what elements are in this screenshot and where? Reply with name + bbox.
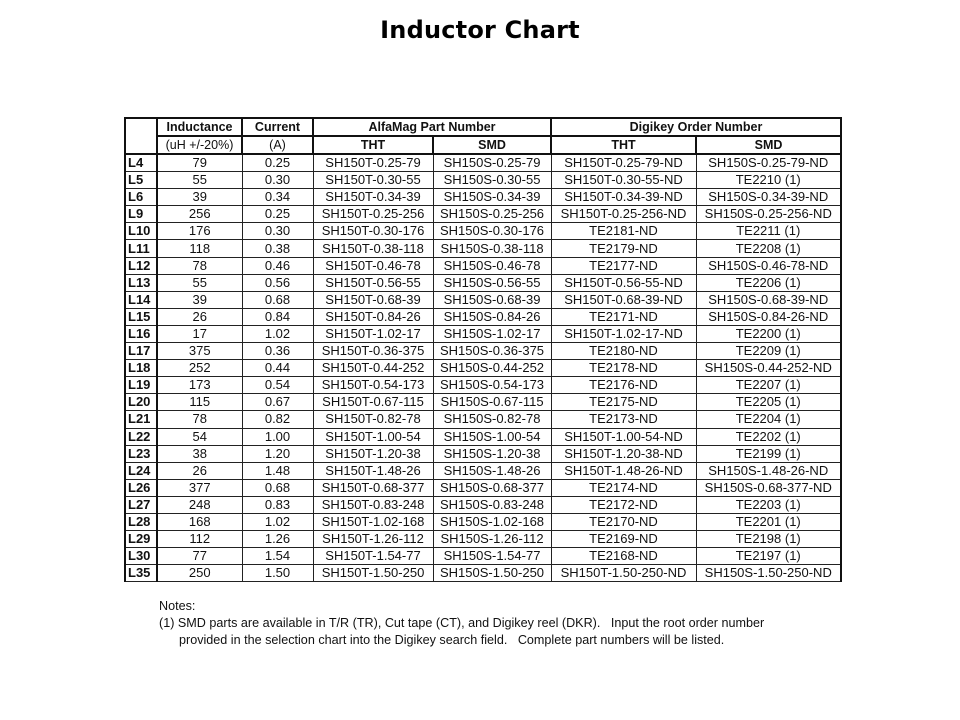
cell-current: 0.68	[242, 291, 313, 308]
cell-digikey-smd: SH150S-0.68-39-ND	[696, 291, 841, 308]
table-row	[125, 479, 841, 496]
cell-inductance: 173	[157, 377, 242, 394]
cell-digikey-tht: SH150T-1.00-54-ND	[551, 428, 696, 445]
cell-alfamag-tht: SH150T-0.36-375	[313, 343, 433, 360]
cell-current: 1.00	[242, 428, 313, 445]
cell-current: 0.56	[242, 274, 313, 291]
cell-inductance: 250	[157, 565, 242, 582]
cell-inductance: 375	[157, 343, 242, 360]
cell-id: L14	[125, 291, 157, 308]
cell-alfamag-tht: SH150T-0.30-176	[313, 223, 433, 240]
cell-inductance: 118	[157, 240, 242, 257]
cell-id: L13	[125, 274, 157, 291]
cell-digikey-tht: TE2178-ND	[551, 360, 696, 377]
cell-current: 0.30	[242, 223, 313, 240]
cell-alfamag-smd: SH150S-0.84-26	[433, 308, 551, 325]
cell-digikey-smd: TE2205 (1)	[696, 394, 841, 411]
cell-inductance: 54	[157, 428, 242, 445]
cell-digikey-tht: TE2176-ND	[551, 377, 696, 394]
table-row	[125, 360, 841, 377]
cell-current: 0.68	[242, 479, 313, 496]
cell-digikey-smd: TE2200 (1)	[696, 325, 841, 342]
cell-alfamag-smd: SH150S-1.00-54	[433, 428, 551, 445]
cell-digikey-smd: SH150S-1.48-26-ND	[696, 462, 841, 479]
note-1-line-2: provided in the selection chart into the Digikey search field. Complete part numbers will be listed.	[179, 633, 725, 647]
cell-digikey-smd: SH150S-0.25-79-ND	[696, 154, 841, 172]
cell-id: L29	[125, 531, 157, 548]
cell-digikey-tht: TE2181-ND	[551, 223, 696, 240]
cell-digikey-tht: TE2174-ND	[551, 479, 696, 496]
cell-inductance: 78	[157, 257, 242, 274]
cell-alfamag-tht: SH150T-0.38-118	[313, 240, 433, 257]
cell-inductance: 176	[157, 223, 242, 240]
cell-digikey-smd: TE2198 (1)	[696, 531, 841, 548]
cell-alfamag-tht: SH150T-0.46-78	[313, 257, 433, 274]
cell-digikey-tht: SH150T-1.48-26-ND	[551, 462, 696, 479]
cell-digikey-smd: SH150S-0.44-252-ND	[696, 360, 841, 377]
cell-digikey-tht: TE2170-ND	[551, 513, 696, 530]
cell-inductance: 55	[157, 172, 242, 189]
cell-alfamag-smd: SH150S-1.20-38	[433, 445, 551, 462]
cell-alfamag-tht: SH150T-0.68-377	[313, 479, 433, 496]
cell-digikey-tht: SH150T-0.25-256-ND	[551, 206, 696, 223]
cell-alfamag-tht: SH150T-0.25-79	[313, 154, 433, 172]
cell-alfamag-smd: SH150S-0.54-173	[433, 377, 551, 394]
table-row	[125, 548, 841, 565]
header-alfamag-smd: SMD	[433, 136, 551, 154]
cell-inductance: 112	[157, 531, 242, 548]
cell-id: L9	[125, 206, 157, 223]
table-row	[125, 172, 841, 189]
cell-digikey-tht: TE2179-ND	[551, 240, 696, 257]
cell-current: 0.44	[242, 360, 313, 377]
table-row	[125, 565, 841, 582]
cell-digikey-smd: SH150S-0.68-377-ND	[696, 479, 841, 496]
cell-digikey-smd: SH150S-1.50-250-ND	[696, 565, 841, 582]
cell-digikey-tht: SH150T-0.68-39-ND	[551, 291, 696, 308]
cell-alfamag-tht: SH150T-0.84-26	[313, 308, 433, 325]
cell-alfamag-tht: SH150T-0.44-252	[313, 360, 433, 377]
cell-digikey-tht: TE2171-ND	[551, 308, 696, 325]
table-row	[125, 206, 841, 223]
cell-digikey-tht: TE2168-ND	[551, 548, 696, 565]
cell-alfamag-smd: SH150S-0.30-55	[433, 172, 551, 189]
cell-alfamag-smd: SH150S-1.50-250	[433, 565, 551, 582]
cell-digikey-tht: SH150T-0.30-55-ND	[551, 172, 696, 189]
table-row	[125, 154, 841, 172]
cell-id: L28	[125, 513, 157, 530]
cell-inductance: 39	[157, 291, 242, 308]
cell-alfamag-smd: SH150S-0.25-256	[433, 206, 551, 223]
cell-id: L18	[125, 360, 157, 377]
cell-digikey-tht: SH150T-1.02-17-ND	[551, 325, 696, 342]
cell-id: L15	[125, 308, 157, 325]
cell-digikey-smd: TE2210 (1)	[696, 172, 841, 189]
cell-inductance: 115	[157, 394, 242, 411]
cell-alfamag-tht: SH150T-0.30-55	[313, 172, 433, 189]
cell-alfamag-smd: SH150S-0.67-115	[433, 394, 551, 411]
cell-alfamag-smd: SH150S-0.34-39	[433, 189, 551, 206]
cell-id: L26	[125, 479, 157, 496]
cell-id: L17	[125, 343, 157, 360]
header-digikey-tht: THT	[551, 136, 696, 154]
cell-alfamag-smd: SH150S-1.54-77	[433, 548, 551, 565]
table-row	[125, 411, 841, 428]
cell-current: 0.25	[242, 206, 313, 223]
table-row	[125, 189, 841, 206]
cell-digikey-smd: TE2209 (1)	[696, 343, 841, 360]
header-alfamag-group: AlfaMag Part Number	[313, 118, 551, 136]
cell-alfamag-tht: SH150T-1.54-77	[313, 548, 433, 565]
cell-alfamag-tht: SH150T-0.34-39	[313, 189, 433, 206]
header-blank	[125, 118, 157, 154]
cell-alfamag-smd: SH150S-1.48-26	[433, 462, 551, 479]
cell-digikey-smd: SH150S-0.46-78-ND	[696, 257, 841, 274]
cell-id: L19	[125, 377, 157, 394]
cell-current: 0.34	[242, 189, 313, 206]
table-row	[125, 377, 841, 394]
cell-current: 0.54	[242, 377, 313, 394]
cell-alfamag-tht: SH150T-0.56-55	[313, 274, 433, 291]
notes-section	[159, 598, 764, 649]
cell-alfamag-smd: SH150S-0.83-248	[433, 496, 551, 513]
cell-alfamag-smd: SH150S-0.46-78	[433, 257, 551, 274]
cell-current: 1.20	[242, 445, 313, 462]
table-row	[125, 513, 841, 530]
cell-digikey-smd: TE2204 (1)	[696, 411, 841, 428]
table-row	[125, 394, 841, 411]
cell-inductance: 39	[157, 189, 242, 206]
cell-id: L20	[125, 394, 157, 411]
cell-alfamag-smd: SH150S-1.26-112	[433, 531, 551, 548]
table-row	[125, 257, 841, 274]
header-digikey-group: Digikey Order Number	[551, 118, 841, 136]
cell-digikey-smd: SH150S-0.34-39-ND	[696, 189, 841, 206]
cell-alfamag-tht: SH150T-0.25-256	[313, 206, 433, 223]
cell-id: L16	[125, 325, 157, 342]
cell-digikey-smd: SH150S-0.84-26-ND	[696, 308, 841, 325]
cell-id: L30	[125, 548, 157, 565]
cell-id: L4	[125, 154, 157, 172]
cell-digikey-smd: SH150S-0.25-256-ND	[696, 206, 841, 223]
notes-heading: Notes:	[159, 599, 196, 613]
cell-inductance: 248	[157, 496, 242, 513]
inductor-table	[124, 117, 842, 582]
cell-current: 0.67	[242, 394, 313, 411]
cell-id: L6	[125, 189, 157, 206]
table-row	[125, 308, 841, 325]
cell-alfamag-tht: SH150T-0.68-39	[313, 291, 433, 308]
table-row	[125, 223, 841, 240]
cell-id: L10	[125, 223, 157, 240]
cell-inductance: 79	[157, 154, 242, 172]
cell-id: L23	[125, 445, 157, 462]
cell-alfamag-smd: SH150S-0.82-78	[433, 411, 551, 428]
table-row	[125, 274, 841, 291]
cell-alfamag-smd: SH150S-1.02-168	[433, 513, 551, 530]
cell-inductance: 78	[157, 411, 242, 428]
cell-alfamag-tht: SH150T-0.67-115	[313, 394, 433, 411]
cell-digikey-smd: TE2197 (1)	[696, 548, 841, 565]
header-row-sub	[125, 136, 841, 154]
cell-alfamag-smd: SH150S-0.44-252	[433, 360, 551, 377]
table-row	[125, 343, 841, 360]
cell-current: 0.82	[242, 411, 313, 428]
cell-digikey-tht: SH150T-0.25-79-ND	[551, 154, 696, 172]
cell-inductance: 77	[157, 548, 242, 565]
cell-current: 0.25	[242, 154, 313, 172]
page-title: Inductor Chart	[380, 16, 580, 44]
table-row	[125, 496, 841, 513]
cell-id: L22	[125, 428, 157, 445]
cell-id: L24	[125, 462, 157, 479]
cell-digikey-smd: TE2206 (1)	[696, 274, 841, 291]
cell-digikey-smd: TE2203 (1)	[696, 496, 841, 513]
cell-id: L12	[125, 257, 157, 274]
cell-current: 1.02	[242, 513, 313, 530]
cell-digikey-tht: TE2172-ND	[551, 496, 696, 513]
cell-alfamag-tht: SH150T-1.02-17	[313, 325, 433, 342]
cell-digikey-tht: TE2177-ND	[551, 257, 696, 274]
cell-current: 1.50	[242, 565, 313, 582]
cell-current: 1.02	[242, 325, 313, 342]
cell-inductance: 256	[157, 206, 242, 223]
cell-digikey-tht: TE2169-ND	[551, 531, 696, 548]
note-1-line-1: (1) SMD parts are available in T/R (TR), Cut tape (CT), and Digikey reel (DKR). Input the root order number	[159, 616, 765, 630]
cell-id: L11	[125, 240, 157, 257]
cell-current: 1.26	[242, 531, 313, 548]
cell-alfamag-tht: SH150T-0.83-248	[313, 496, 433, 513]
cell-alfamag-tht: SH150T-0.54-173	[313, 377, 433, 394]
cell-current: 1.54	[242, 548, 313, 565]
cell-alfamag-smd: SH150S-0.30-176	[433, 223, 551, 240]
table-row	[125, 462, 841, 479]
cell-digikey-tht: TE2175-ND	[551, 394, 696, 411]
cell-inductance: 252	[157, 360, 242, 377]
cell-alfamag-tht: SH150T-0.82-78	[313, 411, 433, 428]
cell-alfamag-smd: SH150S-0.56-55	[433, 274, 551, 291]
cell-id: L5	[125, 172, 157, 189]
cell-current: 1.48	[242, 462, 313, 479]
cell-inductance: 377	[157, 479, 242, 496]
cell-inductance: 26	[157, 462, 242, 479]
table-body	[125, 154, 841, 582]
cell-digikey-tht: SH150T-1.20-38-ND	[551, 445, 696, 462]
header-inductance-unit: (uH +/-20%)	[157, 136, 242, 154]
cell-digikey-tht: SH150T-1.50-250-ND	[551, 565, 696, 582]
cell-alfamag-tht: SH150T-1.20-38	[313, 445, 433, 462]
table-row	[125, 325, 841, 342]
cell-alfamag-smd: SH150S-0.25-79	[433, 154, 551, 172]
header-inductance: Inductance	[157, 118, 242, 136]
table-row	[125, 291, 841, 308]
cell-digikey-tht: TE2180-ND	[551, 343, 696, 360]
cell-inductance: 55	[157, 274, 242, 291]
header-row-group	[125, 118, 841, 136]
cell-id: L27	[125, 496, 157, 513]
table-row	[125, 428, 841, 445]
cell-digikey-smd: TE2211 (1)	[696, 223, 841, 240]
cell-digikey-smd: TE2208 (1)	[696, 240, 841, 257]
cell-digikey-tht: SH150T-0.56-55-ND	[551, 274, 696, 291]
cell-current: 0.46	[242, 257, 313, 274]
table-row	[125, 240, 841, 257]
cell-digikey-tht: SH150T-0.34-39-ND	[551, 189, 696, 206]
cell-alfamag-smd: SH150S-0.68-377	[433, 479, 551, 496]
cell-alfamag-smd: SH150S-0.38-118	[433, 240, 551, 257]
table-row	[125, 531, 841, 548]
cell-alfamag-smd: SH150S-1.02-17	[433, 325, 551, 342]
cell-inductance: 38	[157, 445, 242, 462]
table-row	[125, 445, 841, 462]
cell-current: 0.83	[242, 496, 313, 513]
cell-current: 0.84	[242, 308, 313, 325]
header-digikey-smd: SMD	[696, 136, 841, 154]
cell-inductance: 26	[157, 308, 242, 325]
header-current: Current	[242, 118, 313, 136]
cell-digikey-smd: TE2202 (1)	[696, 428, 841, 445]
cell-current: 0.36	[242, 343, 313, 360]
cell-id: L35	[125, 565, 157, 582]
cell-digikey-smd: TE2201 (1)	[696, 513, 841, 530]
cell-alfamag-smd: SH150S-0.68-39	[433, 291, 551, 308]
header-alfamag-tht: THT	[313, 136, 433, 154]
cell-alfamag-tht: SH150T-1.50-250	[313, 565, 433, 582]
cell-inductance: 17	[157, 325, 242, 342]
cell-current: 0.38	[242, 240, 313, 257]
cell-alfamag-tht: SH150T-1.48-26	[313, 462, 433, 479]
cell-alfamag-tht: SH150T-1.00-54	[313, 428, 433, 445]
cell-inductance: 168	[157, 513, 242, 530]
cell-alfamag-tht: SH150T-1.26-112	[313, 531, 433, 548]
cell-current: 0.30	[242, 172, 313, 189]
cell-alfamag-tht: SH150T-1.02-168	[313, 513, 433, 530]
cell-alfamag-smd: SH150S-0.36-375	[433, 343, 551, 360]
cell-digikey-tht: TE2173-ND	[551, 411, 696, 428]
header-current-unit: (A)	[242, 136, 313, 154]
cell-id: L21	[125, 411, 157, 428]
cell-digikey-smd: TE2207 (1)	[696, 377, 841, 394]
cell-digikey-smd: TE2199 (1)	[696, 445, 841, 462]
